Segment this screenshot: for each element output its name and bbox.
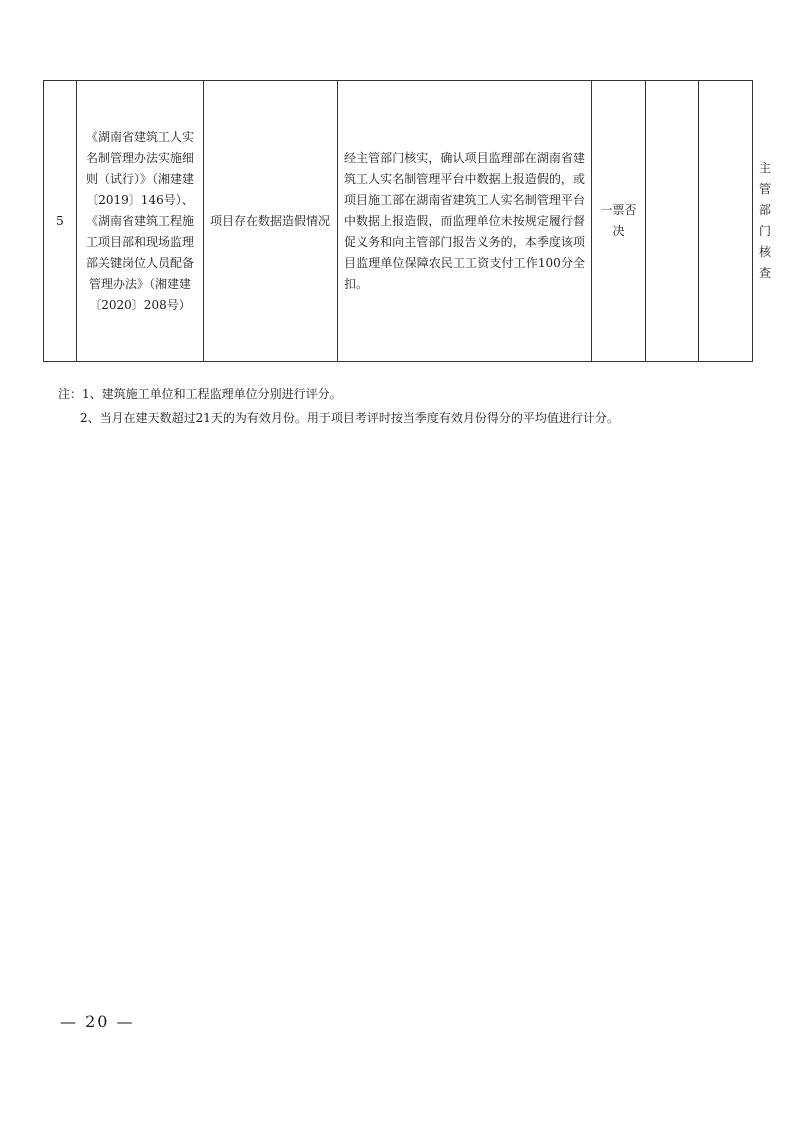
evaluation-item: 项目存在数据造假情况: [204, 81, 338, 362]
row-index: 5: [44, 81, 77, 362]
scoring-rule: 经主管部门核实，确认项目监理部在湖南省建筑工人实名制管理平台中数据上报造假的，或项目施工部在湖南省建筑工人实名制管理平台中数据上报造假，而监理单位未按规定履行督促义务和向主管部门报告义务的，本季度该项目监理单位保障农民工工资支付工作100分全扣。: [338, 81, 592, 362]
table-row: 5 《湖南省建筑工人实名制管理办法实施细则（试行）》（湘建建〔2019〕146号）、《湖南省建筑工程施工项目部和现场监理部关键岗位人员配备管理办法》（湘建建〔2020〕208号） 项目存在数据造假情况 经主管部门核实，确认项目监理部在湖南省建筑工人实名制管理平台中数据上报造假的，或项目施工部在湖南省建筑工人实名制管理平台中数据上报造假，而监理单位未按规定履行督促义务和向主管部门报告义务的，本季度该项目监理单位保障农民工工资支付工作100分全扣。 一票否决 主管部门核查: [44, 81, 753, 362]
empty-cell-1: [646, 81, 699, 362]
evaluation-table: [43, 80, 772, 362]
note-line-2: 2、当月在建天数超过21天的为有效月份。用于项目考评时按当季度有效月份得分的平均值进行计分。: [80, 411, 619, 425]
score-result: 一票否决: [592, 81, 646, 362]
page-number: — 20 —: [60, 1012, 135, 1031]
table-notes: [58, 382, 758, 430]
empty-cell-2: [699, 81, 753, 362]
regulation-basis: 《湖南省建筑工人实名制管理办法实施细则（试行）》（湘建建〔2019〕146号）、《湖南省建筑工程施工项目部和现场监理部关键岗位人员配备管理办法》（湘建建〔2020〕208号）: [77, 81, 204, 362]
note-line-1: 注：1、建筑施工单位和工程监理单位分别进行评分。: [58, 387, 342, 401]
